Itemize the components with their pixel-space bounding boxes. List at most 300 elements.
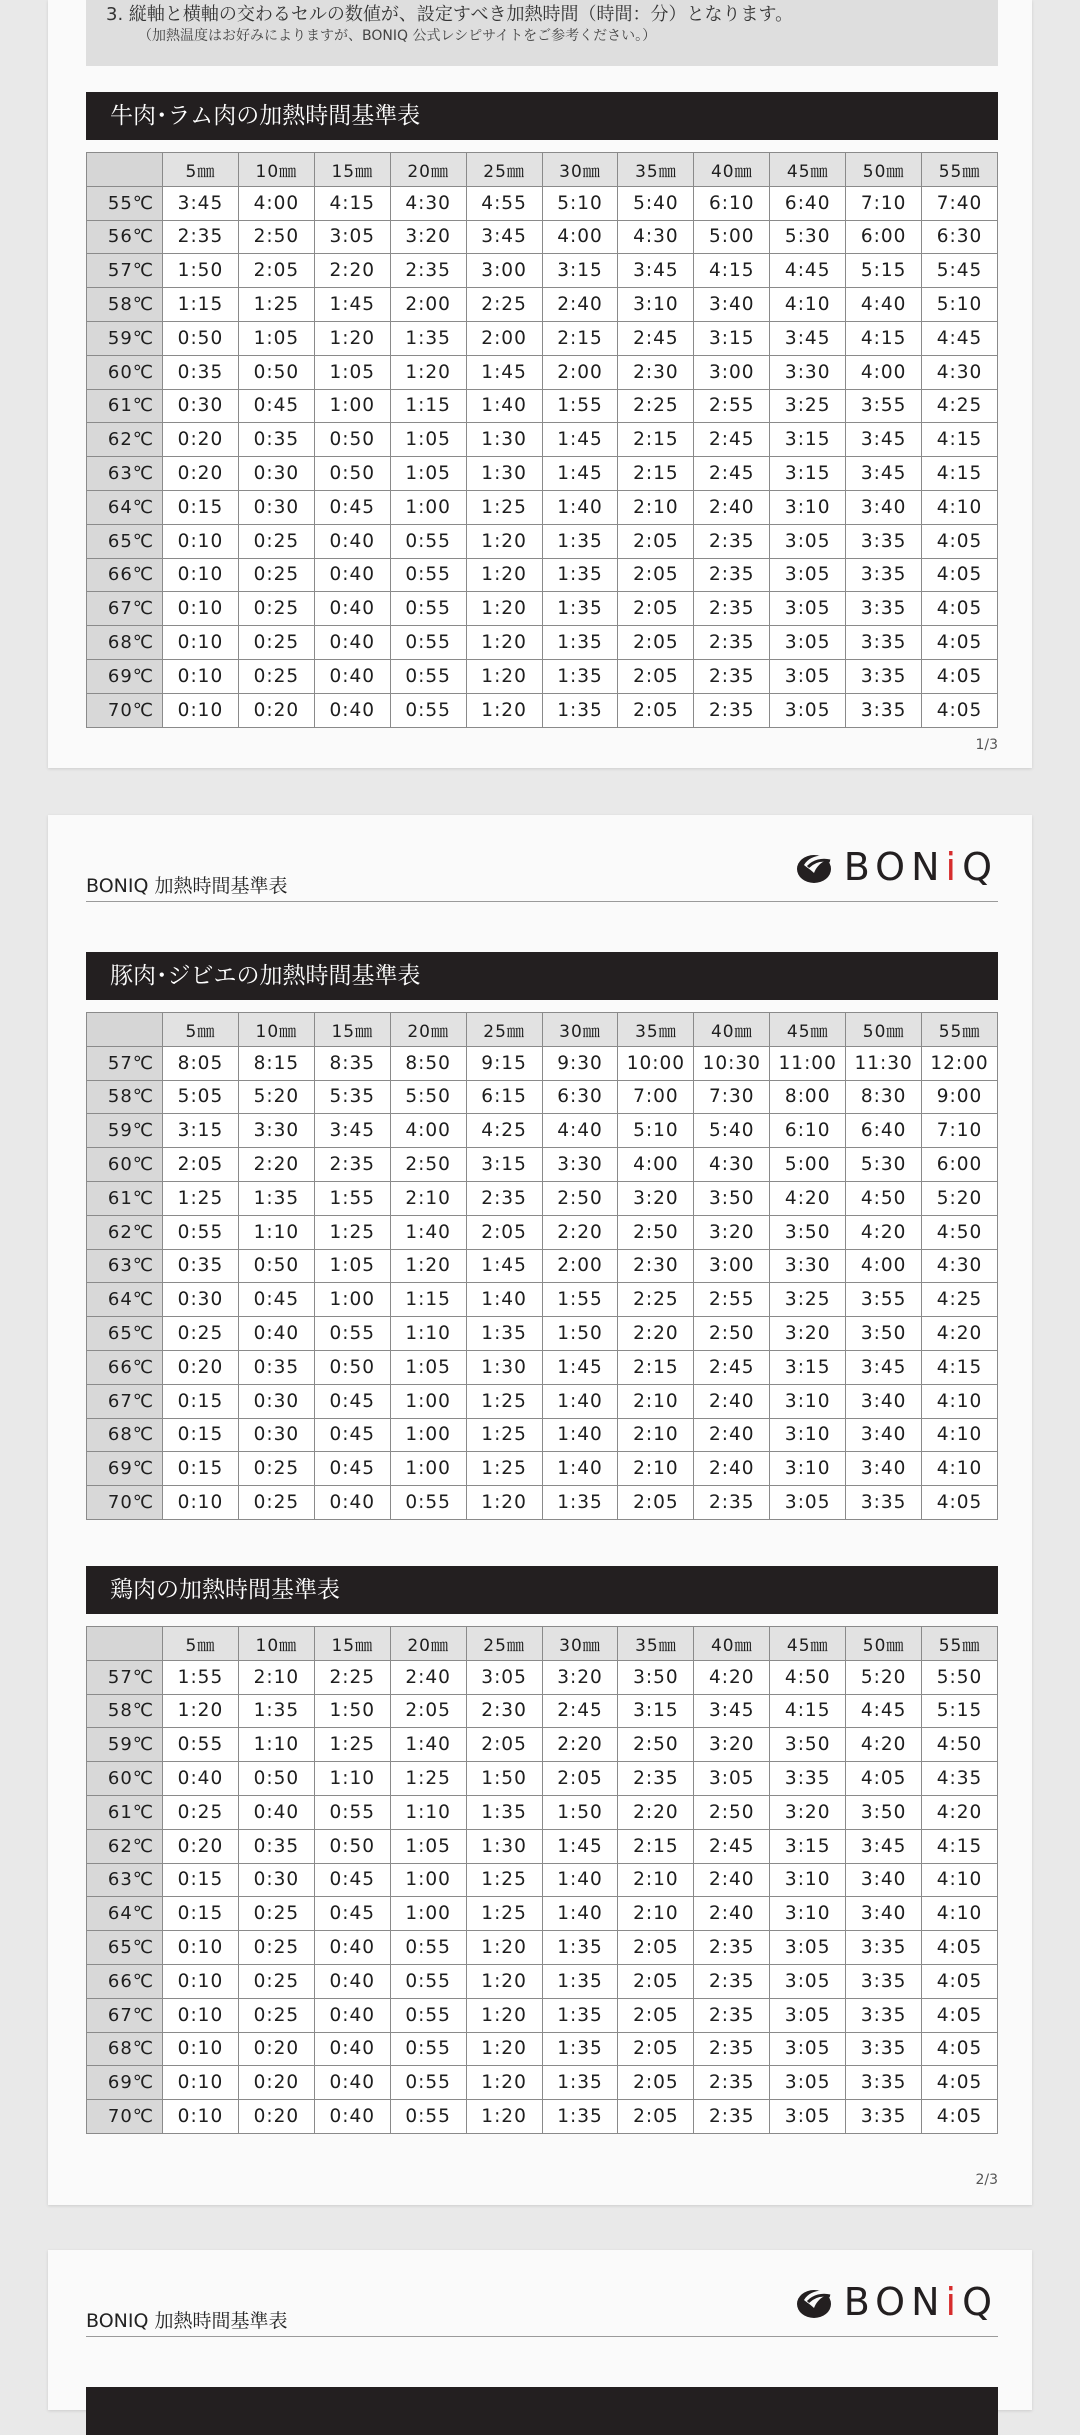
heating-time-cell: 1:45	[542, 457, 618, 491]
boniq-logo-mark-icon	[794, 847, 838, 887]
heating-time-cell: 3:35	[846, 2066, 922, 2100]
heating-time-cell: 0:50	[238, 1249, 314, 1283]
heating-time-cell: 3:35	[846, 1931, 922, 1965]
heating-time-cell: 1:45	[542, 1350, 618, 1384]
heating-time-cell: 1:25	[314, 1215, 390, 1249]
heating-time-cell: 1:20	[466, 1964, 542, 1998]
heating-time-cell: 1:20	[390, 1249, 466, 1283]
heating-time-cell: 2:55	[694, 389, 770, 423]
heating-time-cell: 3:50	[846, 1317, 922, 1351]
heating-time-cell: 1:05	[390, 423, 466, 457]
heating-time-cell: 1:35	[542, 1964, 618, 1998]
heating-time-cell: 1:35	[542, 2032, 618, 2066]
heating-time-cell: 3:50	[770, 1728, 846, 1762]
heating-time-cell: 2:20	[314, 254, 390, 288]
heating-time-cell: 0:20	[163, 423, 239, 457]
heating-time-cell: 1:20	[466, 626, 542, 660]
heating-time-cell: 5:10	[922, 288, 998, 322]
heating-time-cell: 1:20	[466, 2100, 542, 2134]
heating-time-cell: 6:40	[770, 186, 846, 220]
document-header-title: BONIQ 加熱時間基準表	[86, 875, 288, 897]
heating-time-cell: 0:35	[238, 1829, 314, 1863]
heating-time-cell: 3:45	[846, 423, 922, 457]
temperature-row-header: 69℃	[87, 659, 163, 693]
heating-time-cell: 3:45	[694, 1694, 770, 1728]
page-number: 2/3	[975, 2172, 998, 2188]
heating-time-cell: 3:25	[770, 1283, 846, 1317]
table-row	[87, 1829, 998, 1863]
heating-time-cell: 3:10	[770, 1418, 846, 1452]
heating-time-cell: 4:50	[846, 1181, 922, 1215]
pork-game-section-title: 豚肉･ジビエの加熱時間基準表	[86, 952, 998, 1000]
heating-time-cell: 4:10	[922, 1384, 998, 1418]
heating-time-cell: 3:45	[846, 1350, 922, 1384]
heating-time-cell: 3:05	[770, 1931, 846, 1965]
heating-time-cell: 0:40	[238, 1317, 314, 1351]
temperature-row-header: 62℃	[87, 1215, 163, 1249]
table-header-row	[87, 1627, 998, 1661]
heating-time-cell: 3:40	[846, 1418, 922, 1452]
heating-time-cell: 2:35	[618, 1762, 694, 1796]
temperature-row-header: 67℃	[87, 592, 163, 626]
table-corner-cell	[87, 1627, 163, 1661]
heating-time-cell: 1:05	[390, 457, 466, 491]
heating-time-cell: 1:00	[390, 490, 466, 524]
heating-time-cell: 1:35	[542, 558, 618, 592]
heating-time-cell: 1:10	[238, 1215, 314, 1249]
heating-time-cell: 4:15	[846, 321, 922, 355]
heating-time-cell: 1:25	[466, 1897, 542, 1931]
heating-time-cell: 0:10	[163, 1486, 239, 1520]
heating-time-cell: 4:05	[922, 558, 998, 592]
heating-time-cell: 4:05	[922, 1486, 998, 1520]
heating-time-cell: 0:25	[238, 659, 314, 693]
heating-time-cell: 1:10	[314, 1762, 390, 1796]
heating-time-cell: 2:40	[694, 490, 770, 524]
heating-time-cell: 4:05	[922, 659, 998, 693]
heating-time-cell: 0:55	[163, 1215, 239, 1249]
thickness-column-header: 15㎜	[314, 153, 390, 187]
heating-time-cell: 1:40	[390, 1728, 466, 1762]
heating-time-cell: 0:55	[390, 1486, 466, 1520]
table-row	[87, 2100, 998, 2134]
heating-time-cell: 3:20	[694, 1215, 770, 1249]
heating-time-cell: 0:20	[163, 1350, 239, 1384]
heating-time-cell: 4:15	[922, 1350, 998, 1384]
heating-time-cell: 3:05	[770, 626, 846, 660]
heating-time-cell: 10:00	[618, 1046, 694, 1080]
heating-time-cell: 0:40	[314, 659, 390, 693]
heating-time-cell: 2:05	[542, 1762, 618, 1796]
heating-time-cell: 2:10	[618, 1384, 694, 1418]
heating-time-cell: 2:25	[466, 288, 542, 322]
instruction-note	[86, 0, 998, 66]
heating-time-cell: 3:15	[770, 1829, 846, 1863]
heating-time-cell: 5:15	[846, 254, 922, 288]
heating-time-cell: 2:35	[694, 1486, 770, 1520]
heating-time-cell: 2:50	[618, 1728, 694, 1762]
heating-time-cell: 1:05	[314, 355, 390, 389]
heating-time-cell: 0:45	[314, 1384, 390, 1418]
thickness-column-header: 35㎜	[618, 1627, 694, 1661]
heating-time-cell: 1:10	[390, 1317, 466, 1351]
temperature-row-header: 63℃	[87, 1249, 163, 1283]
heating-time-cell: 0:25	[238, 524, 314, 558]
heating-time-cell: 3:05	[770, 524, 846, 558]
table-row	[87, 457, 998, 491]
temperature-row-header: 60℃	[87, 355, 163, 389]
heating-time-cell: 0:40	[314, 1931, 390, 1965]
heating-time-cell: 0:10	[163, 2100, 239, 2134]
table-row	[87, 186, 998, 220]
temperature-row-header: 60℃	[87, 1762, 163, 1796]
temperature-row-header: 57℃	[87, 1046, 163, 1080]
table-row	[87, 1114, 998, 1148]
heating-time-cell: 0:50	[238, 355, 314, 389]
heating-time-cell: 3:05	[770, 2066, 846, 2100]
heating-time-cell: 4:00	[846, 1249, 922, 1283]
heating-time-cell: 1:55	[163, 1660, 239, 1694]
thickness-column-header: 35㎜	[618, 1013, 694, 1047]
header-divider	[86, 2336, 998, 2337]
heating-time-cell: 4:05	[846, 1762, 922, 1796]
temperature-row-header: 67℃	[87, 1998, 163, 2032]
heating-time-cell: 0:10	[163, 2066, 239, 2100]
heating-time-cell: 4:05	[922, 2100, 998, 2134]
heating-time-cell: 3:10	[770, 1452, 846, 1486]
temperature-row-header: 70℃	[87, 2100, 163, 2134]
document-page-2	[48, 815, 1032, 2205]
heating-time-cell: 2:05	[618, 626, 694, 660]
heating-time-cell: 0:20	[163, 1829, 239, 1863]
heating-time-cell: 0:55	[314, 1317, 390, 1351]
heating-time-cell: 4:10	[922, 1863, 998, 1897]
document-header-title: BONIQ 加熱時間基準表	[86, 2310, 288, 2332]
heating-time-cell: 1:35	[542, 1931, 618, 1965]
temperature-row-header: 59℃	[87, 321, 163, 355]
heating-time-cell: 0:25	[238, 1964, 314, 1998]
heating-time-cell: 3:35	[846, 2100, 922, 2134]
heating-time-cell: 0:10	[163, 1998, 239, 2032]
heating-time-cell: 1:35	[542, 2066, 618, 2100]
heating-time-cell: 6:10	[694, 186, 770, 220]
temperature-row-header: 64℃	[87, 1283, 163, 1317]
heating-time-cell: 5:35	[314, 1080, 390, 1114]
heating-time-cell: 8:15	[238, 1046, 314, 1080]
heating-time-cell: 0:30	[238, 1384, 314, 1418]
thickness-column-header: 50㎜	[846, 1627, 922, 1661]
heating-time-cell: 2:05	[466, 1215, 542, 1249]
heating-time-cell: 5:10	[542, 186, 618, 220]
heating-time-cell: 0:55	[314, 1795, 390, 1829]
heating-time-cell: 0:25	[238, 1931, 314, 1965]
temperature-row-header: 66℃	[87, 558, 163, 592]
heating-time-cell: 0:20	[163, 457, 239, 491]
heating-time-cell: 0:10	[163, 524, 239, 558]
table-row	[87, 1181, 998, 1215]
heating-time-cell: 1:30	[466, 457, 542, 491]
heating-time-cell: 4:25	[466, 1114, 542, 1148]
heating-time-cell: 0:35	[163, 1249, 239, 1283]
heating-time-cell: 2:05	[238, 254, 314, 288]
heating-time-cell: 4:30	[618, 220, 694, 254]
heating-time-cell: 2:20	[618, 1317, 694, 1351]
table-row	[87, 1762, 998, 1796]
heating-time-cell: 1:30	[466, 1829, 542, 1863]
temperature-row-header: 57℃	[87, 1660, 163, 1694]
heating-time-cell: 3:20	[694, 1728, 770, 1762]
heating-time-cell: 7:40	[922, 186, 998, 220]
heating-time-cell: 2:05	[618, 1998, 694, 2032]
heating-time-cell: 1:25	[238, 288, 314, 322]
heating-time-cell: 2:45	[694, 423, 770, 457]
heating-time-cell: 0:25	[163, 1795, 239, 1829]
heating-time-cell: 1:55	[542, 389, 618, 423]
heating-time-cell: 6:30	[922, 220, 998, 254]
heating-time-cell: 0:15	[163, 1897, 239, 1931]
thickness-column-header: 20㎜	[390, 153, 466, 187]
table-row	[87, 490, 998, 524]
boniq-logo	[794, 2280, 998, 2324]
heating-time-cell: 1:50	[542, 1317, 618, 1351]
heating-time-cell: 3:45	[770, 321, 846, 355]
heating-time-cell: 3:30	[770, 355, 846, 389]
heating-time-cell: 2:00	[390, 288, 466, 322]
heating-time-cell: 4:05	[922, 1998, 998, 2032]
heating-time-cell: 1:25	[466, 1384, 542, 1418]
heating-time-cell: 0:55	[390, 592, 466, 626]
temperature-row-header: 64℃	[87, 490, 163, 524]
heating-time-cell: 3:00	[466, 254, 542, 288]
thickness-column-header: 55㎜	[922, 1013, 998, 1047]
heating-time-cell: 0:55	[390, 2100, 466, 2134]
heating-time-cell: 1:45	[542, 423, 618, 457]
table-row	[87, 220, 998, 254]
heating-time-cell: 2:35	[163, 220, 239, 254]
heating-time-cell: 1:40	[542, 1418, 618, 1452]
table-row	[87, 1998, 998, 2032]
heating-time-cell: 3:35	[846, 524, 922, 558]
thickness-column-header: 40㎜	[694, 1627, 770, 1661]
table-row	[87, 1215, 998, 1249]
heating-time-cell: 5:10	[618, 1114, 694, 1148]
heating-time-cell: 3:50	[846, 1795, 922, 1829]
temperature-row-header: 68℃	[87, 1418, 163, 1452]
heating-time-cell: 4:00	[542, 220, 618, 254]
heating-time-cell: 3:35	[846, 558, 922, 592]
thickness-column-header: 45㎜	[770, 153, 846, 187]
heating-time-cell: 3:10	[770, 1897, 846, 1931]
heating-time-cell: 1:00	[390, 1863, 466, 1897]
heating-time-cell: 6:15	[466, 1080, 542, 1114]
heating-time-cell: 1:15	[163, 288, 239, 322]
heating-time-cell: 0:30	[238, 1863, 314, 1897]
heating-time-cell: 0:20	[238, 693, 314, 727]
heating-time-cell: 0:55	[390, 558, 466, 592]
heating-time-cell: 1:35	[542, 659, 618, 693]
heating-time-cell: 1:40	[466, 1283, 542, 1317]
heating-time-cell: 1:20	[466, 524, 542, 558]
thickness-column-header: 40㎜	[694, 1013, 770, 1047]
table-row	[87, 1964, 998, 1998]
heating-time-cell: 3:50	[770, 1215, 846, 1249]
heating-time-cell: 6:00	[846, 220, 922, 254]
heating-time-cell: 3:35	[770, 1762, 846, 1796]
heating-time-cell: 3:40	[846, 1897, 922, 1931]
heating-time-cell: 2:15	[618, 423, 694, 457]
table-row	[87, 693, 998, 727]
heating-time-cell: 6:10	[770, 1114, 846, 1148]
heating-time-cell: 0:35	[163, 355, 239, 389]
heating-time-cell: 1:15	[390, 1283, 466, 1317]
heating-time-cell: 2:40	[694, 1384, 770, 1418]
heating-time-cell: 1:35	[542, 592, 618, 626]
heating-time-cell: 0:25	[238, 626, 314, 660]
boniq-logo	[794, 845, 998, 889]
heating-time-cell: 4:15	[922, 457, 998, 491]
heating-time-cell: 3:10	[770, 1863, 846, 1897]
heating-time-cell: 5:00	[694, 220, 770, 254]
table-header-row	[87, 1013, 998, 1047]
heating-time-cell: 2:15	[542, 321, 618, 355]
heating-time-cell: 2:35	[694, 693, 770, 727]
thickness-column-header: 25㎜	[466, 153, 542, 187]
temperature-row-header: 69℃	[87, 2066, 163, 2100]
temperature-row-header: 62℃	[87, 423, 163, 457]
heating-time-cell: 2:35	[694, 1964, 770, 1998]
header-divider	[86, 901, 998, 902]
heating-time-cell: 3:45	[846, 457, 922, 491]
thickness-column-header: 15㎜	[314, 1627, 390, 1661]
table-row	[87, 1317, 998, 1351]
heating-time-cell: 2:05	[163, 1148, 239, 1182]
heating-time-cell: 2:20	[542, 1728, 618, 1762]
heating-time-cell: 5:40	[618, 186, 694, 220]
thickness-column-header: 30㎜	[542, 1013, 618, 1047]
heating-time-cell: 0:40	[314, 1486, 390, 1520]
heating-time-cell: 2:40	[694, 1418, 770, 1452]
heating-time-cell: 2:40	[542, 288, 618, 322]
heating-time-cell: 3:45	[466, 220, 542, 254]
heating-time-cell: 1:20	[466, 1486, 542, 1520]
heating-time-cell: 0:45	[314, 1863, 390, 1897]
heating-time-cell: 2:40	[694, 1897, 770, 1931]
heating-time-cell: 4:30	[390, 186, 466, 220]
heating-time-cell: 1:25	[390, 1762, 466, 1796]
table-row	[87, 423, 998, 457]
heating-time-cell: 3:50	[694, 1181, 770, 1215]
heating-time-cell: 0:40	[314, 1998, 390, 2032]
heating-time-cell: 6:00	[922, 1148, 998, 1182]
heating-time-cell: 1:10	[238, 1728, 314, 1762]
heating-time-cell: 2:25	[618, 389, 694, 423]
heating-time-cell: 0:10	[163, 659, 239, 693]
heating-time-cell: 1:05	[238, 321, 314, 355]
heating-time-cell: 0:20	[238, 2100, 314, 2134]
heating-time-cell: 5:50	[390, 1080, 466, 1114]
heating-time-cell: 1:45	[466, 1249, 542, 1283]
table-row	[87, 626, 998, 660]
heating-time-cell: 2:10	[618, 1418, 694, 1452]
heating-time-cell: 0:20	[238, 2032, 314, 2066]
heating-time-cell: 3:35	[846, 626, 922, 660]
heating-time-cell: 0:50	[238, 1762, 314, 1796]
instruction-sub-text: （加熱温度はお好みによりますが、BONIQ 公式レシピサイトをご参考ください。）	[138, 28, 657, 44]
heating-time-cell: 3:05	[314, 220, 390, 254]
heating-time-cell: 1:05	[390, 1350, 466, 1384]
thickness-column-header: 30㎜	[542, 153, 618, 187]
heating-time-cell: 2:30	[618, 1249, 694, 1283]
heating-time-cell: 0:45	[314, 490, 390, 524]
thickness-column-header: 10㎜	[238, 1627, 314, 1661]
temperature-row-header: 68℃	[87, 2032, 163, 2066]
heating-time-cell: 1:40	[542, 490, 618, 524]
temperature-row-header: 59℃	[87, 1728, 163, 1762]
heating-time-cell: 8:05	[163, 1046, 239, 1080]
heating-time-cell: 2:30	[466, 1694, 542, 1728]
thickness-column-header: 15㎜	[314, 1013, 390, 1047]
heating-time-cell: 3:15	[542, 254, 618, 288]
temperature-row-header: 66℃	[87, 1350, 163, 1384]
heating-time-cell: 0:15	[163, 1452, 239, 1486]
heating-time-cell: 2:25	[618, 1283, 694, 1317]
heating-time-cell: 2:35	[694, 2032, 770, 2066]
heating-time-cell: 4:05	[922, 1931, 998, 1965]
thickness-column-header: 30㎜	[542, 1627, 618, 1661]
heating-time-cell: 0:50	[314, 1350, 390, 1384]
heating-time-cell: 0:10	[163, 558, 239, 592]
heating-time-cell: 3:15	[770, 423, 846, 457]
temperature-row-header: 61℃	[87, 389, 163, 423]
heating-time-cell: 1:45	[466, 355, 542, 389]
thickness-column-header: 25㎜	[466, 1013, 542, 1047]
table-row	[87, 524, 998, 558]
heating-time-cell: 1:20	[466, 2066, 542, 2100]
heating-time-cell: 9:15	[466, 1046, 542, 1080]
heating-time-cell: 3:45	[163, 186, 239, 220]
temperature-row-header: 61℃	[87, 1795, 163, 1829]
heating-time-cell: 3:50	[618, 1660, 694, 1694]
heating-time-cell: 4:05	[922, 693, 998, 727]
heating-time-cell: 4:20	[922, 1317, 998, 1351]
pork-game-heating-table	[86, 1012, 998, 1520]
table-row	[87, 1080, 998, 1114]
temperature-row-header: 63℃	[87, 457, 163, 491]
heating-time-cell: 4:50	[922, 1728, 998, 1762]
temperature-row-header: 60℃	[87, 1148, 163, 1182]
heating-time-cell: 4:20	[922, 1795, 998, 1829]
temperature-row-header: 61℃	[87, 1181, 163, 1215]
heating-time-cell: 0:30	[238, 1418, 314, 1452]
heating-time-cell: 3:35	[846, 1964, 922, 1998]
heating-time-cell: 1:00	[390, 1897, 466, 1931]
heating-time-cell: 2:35	[390, 254, 466, 288]
heating-time-cell: 8:30	[846, 1080, 922, 1114]
heating-time-cell: 0:40	[163, 1762, 239, 1796]
heating-time-cell: 2:35	[694, 2066, 770, 2100]
heating-time-cell: 2:35	[694, 626, 770, 660]
heating-time-cell: 1:45	[314, 288, 390, 322]
temperature-row-header: 55℃	[87, 186, 163, 220]
heating-time-cell: 4:15	[922, 423, 998, 457]
heating-time-cell: 2:35	[694, 592, 770, 626]
heating-time-cell: 3:05	[770, 659, 846, 693]
heating-time-cell: 1:30	[466, 1350, 542, 1384]
heating-time-cell: 3:15	[618, 1694, 694, 1728]
heating-time-cell: 8:50	[390, 1046, 466, 1080]
table-row	[87, 1148, 998, 1182]
heating-time-cell: 5:05	[163, 1080, 239, 1114]
